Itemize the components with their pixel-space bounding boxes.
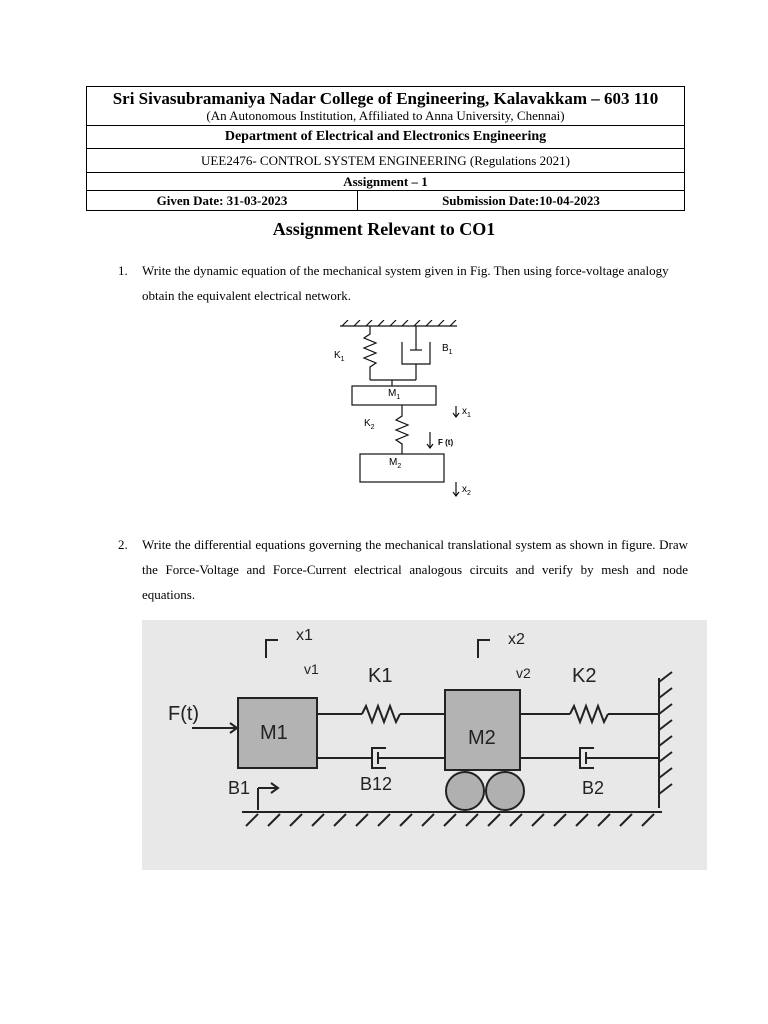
fig2-m1-label: M1 [260, 722, 288, 744]
question-2-number: 2. [118, 537, 128, 552]
dates-row [87, 191, 684, 210]
department-name: Department of Electrical and Electronics Engineering [87, 126, 684, 149]
submission-date: Submission Date:10-04-2023 [442, 193, 600, 208]
fig1-x2-label: $x_2$ [462, 484, 471, 497]
college-affiliation: (An Autonomous Institution, Affiliated to Anna University, Chennai) [206, 108, 565, 123]
fig2-x2-label: x2 [508, 631, 525, 648]
figure-2-translational-system [142, 620, 707, 870]
fig1-k1-label: $K_1$ [334, 350, 345, 363]
fig1-k2-label: $K_2$ [364, 418, 375, 431]
fig2-b1-label: B1 [228, 778, 251, 798]
fig1-force-label: F (t) [438, 438, 454, 447]
fig1-m2-label: $M_2$ [389, 457, 402, 470]
header-table [86, 86, 685, 211]
fig1-x1-label: $x_1$ [462, 406, 471, 419]
fig2-b12-label: B12 [360, 774, 393, 794]
header-college-row [87, 87, 684, 126]
fig1-m1-label: $M_1$ [388, 388, 401, 401]
fig2-k1-label: K1 [368, 665, 393, 687]
given-date: Given Date: 31-03-2023 [87, 191, 358, 210]
course-name: UEE2476- CONTROL SYSTEM ENGINEERING (Regulations 2021) [87, 149, 684, 173]
fig2-v1-label: v1 [304, 661, 319, 677]
question-1-text: Write the dynamic equation of the mechanical system given in Fig. Then using force-voltage analogy obtain the equivalent electrical network. [142, 263, 669, 303]
assignment-label: Assignment – 1 [87, 173, 684, 191]
fig2-m2-label: M2 [468, 727, 496, 749]
fig2-x1-label: x1 [296, 627, 313, 644]
question-1-number: 1. [118, 263, 128, 278]
question-2-text: Write the differential equations governing the mechanical translational system as shown in figure. Draw the Force-Voltage and Force-Current electrical analogous circuits and verify by mesh and node equations. [142, 537, 688, 602]
fig2-k2-label: K2 [572, 665, 597, 687]
fig2-force-label: F(t) [168, 703, 200, 725]
fig2-b2-label: B2 [582, 778, 605, 798]
page-title: Assignment Relevant to CO1 [272, 219, 496, 239]
figure-1-mechanical-system [332, 320, 492, 510]
college-name: Sri Sivasubramaniya Nadar College of Engineering, Kalavakkam – 603 110 [112, 89, 659, 108]
fig1-b1-label: $B_1$ [442, 343, 453, 356]
fig2-v2-label: v2 [516, 665, 531, 681]
